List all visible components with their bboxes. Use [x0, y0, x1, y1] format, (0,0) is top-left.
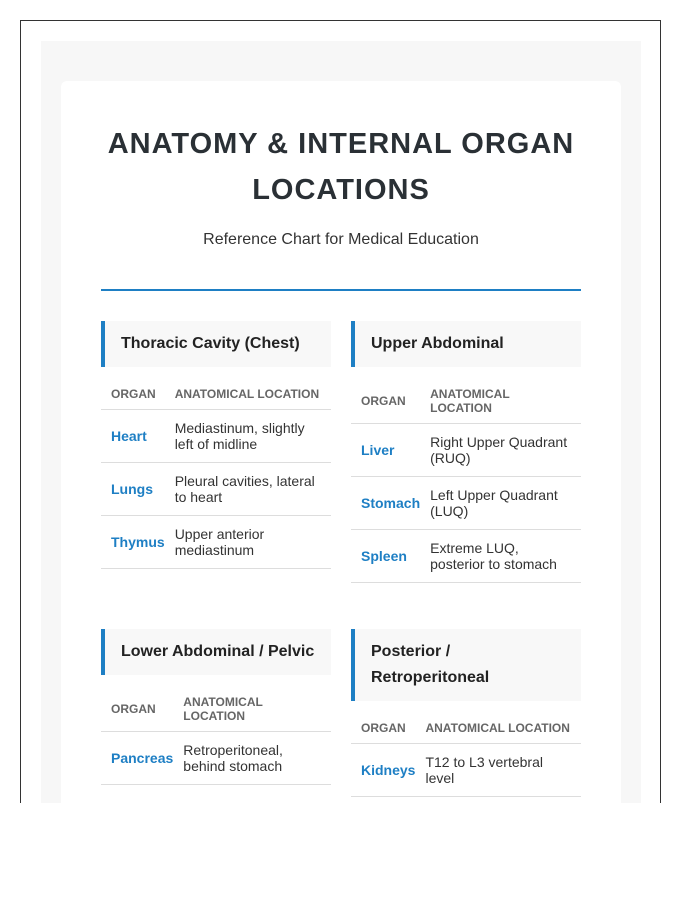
page-subtitle: Reference Chart for Medical Education: [203, 231, 479, 248]
column-header-location: ANATOMICAL LOCATION: [425, 713, 581, 744]
section-title: Upper Abdominal: [351, 321, 581, 367]
table-row: [351, 744, 581, 797]
page-background: [41, 41, 641, 803]
column-header-organ: ORGAN: [351, 713, 425, 744]
section-card: [351, 629, 581, 797]
organ-location: Mediastinum, slightly left of midline: [175, 410, 331, 463]
section-card: [101, 321, 331, 569]
organ-location: Extreme LUQ, posterior to stomach: [430, 530, 581, 583]
column-header-location: ANATOMICAL LOCATION: [430, 379, 581, 424]
content-card: [61, 81, 621, 803]
page-title: ANATOMY & INTERNAL ORGAN LOCATIONS: [107, 128, 575, 206]
section-title: Lower Abdominal / Pelvic: [101, 629, 331, 675]
column-header-location: ANATOMICAL LOCATION: [183, 687, 331, 732]
table-row: [101, 463, 331, 516]
organ-location: Left Upper Quadrant (LUQ): [430, 477, 581, 530]
section-title: Posterior / Retroperitoneal: [351, 629, 581, 701]
organ-location: Retroperitoneal, behind stomach: [183, 732, 331, 785]
section-card: [101, 629, 331, 785]
table-row: [351, 424, 581, 477]
organ-table: [101, 687, 331, 785]
organ-name: Kidneys: [351, 744, 425, 797]
organ-name: Thymus: [101, 516, 175, 569]
organ-location: Upper anterior mediastinum: [175, 516, 331, 569]
divider: [101, 289, 581, 291]
table-header-row: [351, 713, 581, 744]
sections-grid: [101, 321, 581, 797]
organ-name: Lungs: [101, 463, 175, 516]
table-header-row: [351, 379, 581, 424]
organ-location: Pleural cavities, lateral to heart: [175, 463, 331, 516]
table-row: [101, 410, 331, 463]
organ-table: [351, 379, 581, 583]
table-row: [351, 530, 581, 583]
organ-name: Spleen: [351, 530, 430, 583]
column-header-organ: ORGAN: [351, 379, 430, 424]
column-header-location: ANATOMICAL LOCATION: [175, 379, 331, 410]
organ-name: Pancreas: [101, 732, 183, 785]
organ-table: [351, 713, 581, 797]
table-header-row: [101, 687, 331, 732]
organ-table: [101, 379, 331, 569]
table-row: [101, 732, 331, 785]
column-header-organ: ORGAN: [101, 687, 183, 732]
organ-location: T12 to L3 vertebral level: [425, 744, 581, 797]
organ-name: Stomach: [351, 477, 430, 530]
page-frame: [20, 20, 661, 803]
organ-name: Heart: [101, 410, 175, 463]
organ-location: Right Upper Quadrant (RUQ): [430, 424, 581, 477]
section-card: [351, 321, 581, 583]
table-row: [351, 477, 581, 530]
organ-name: Liver: [351, 424, 430, 477]
table-row: [101, 516, 331, 569]
table-header-row: [101, 379, 331, 410]
section-title: Thoracic Cavity (Chest): [101, 321, 331, 367]
column-header-organ: ORGAN: [101, 379, 175, 410]
